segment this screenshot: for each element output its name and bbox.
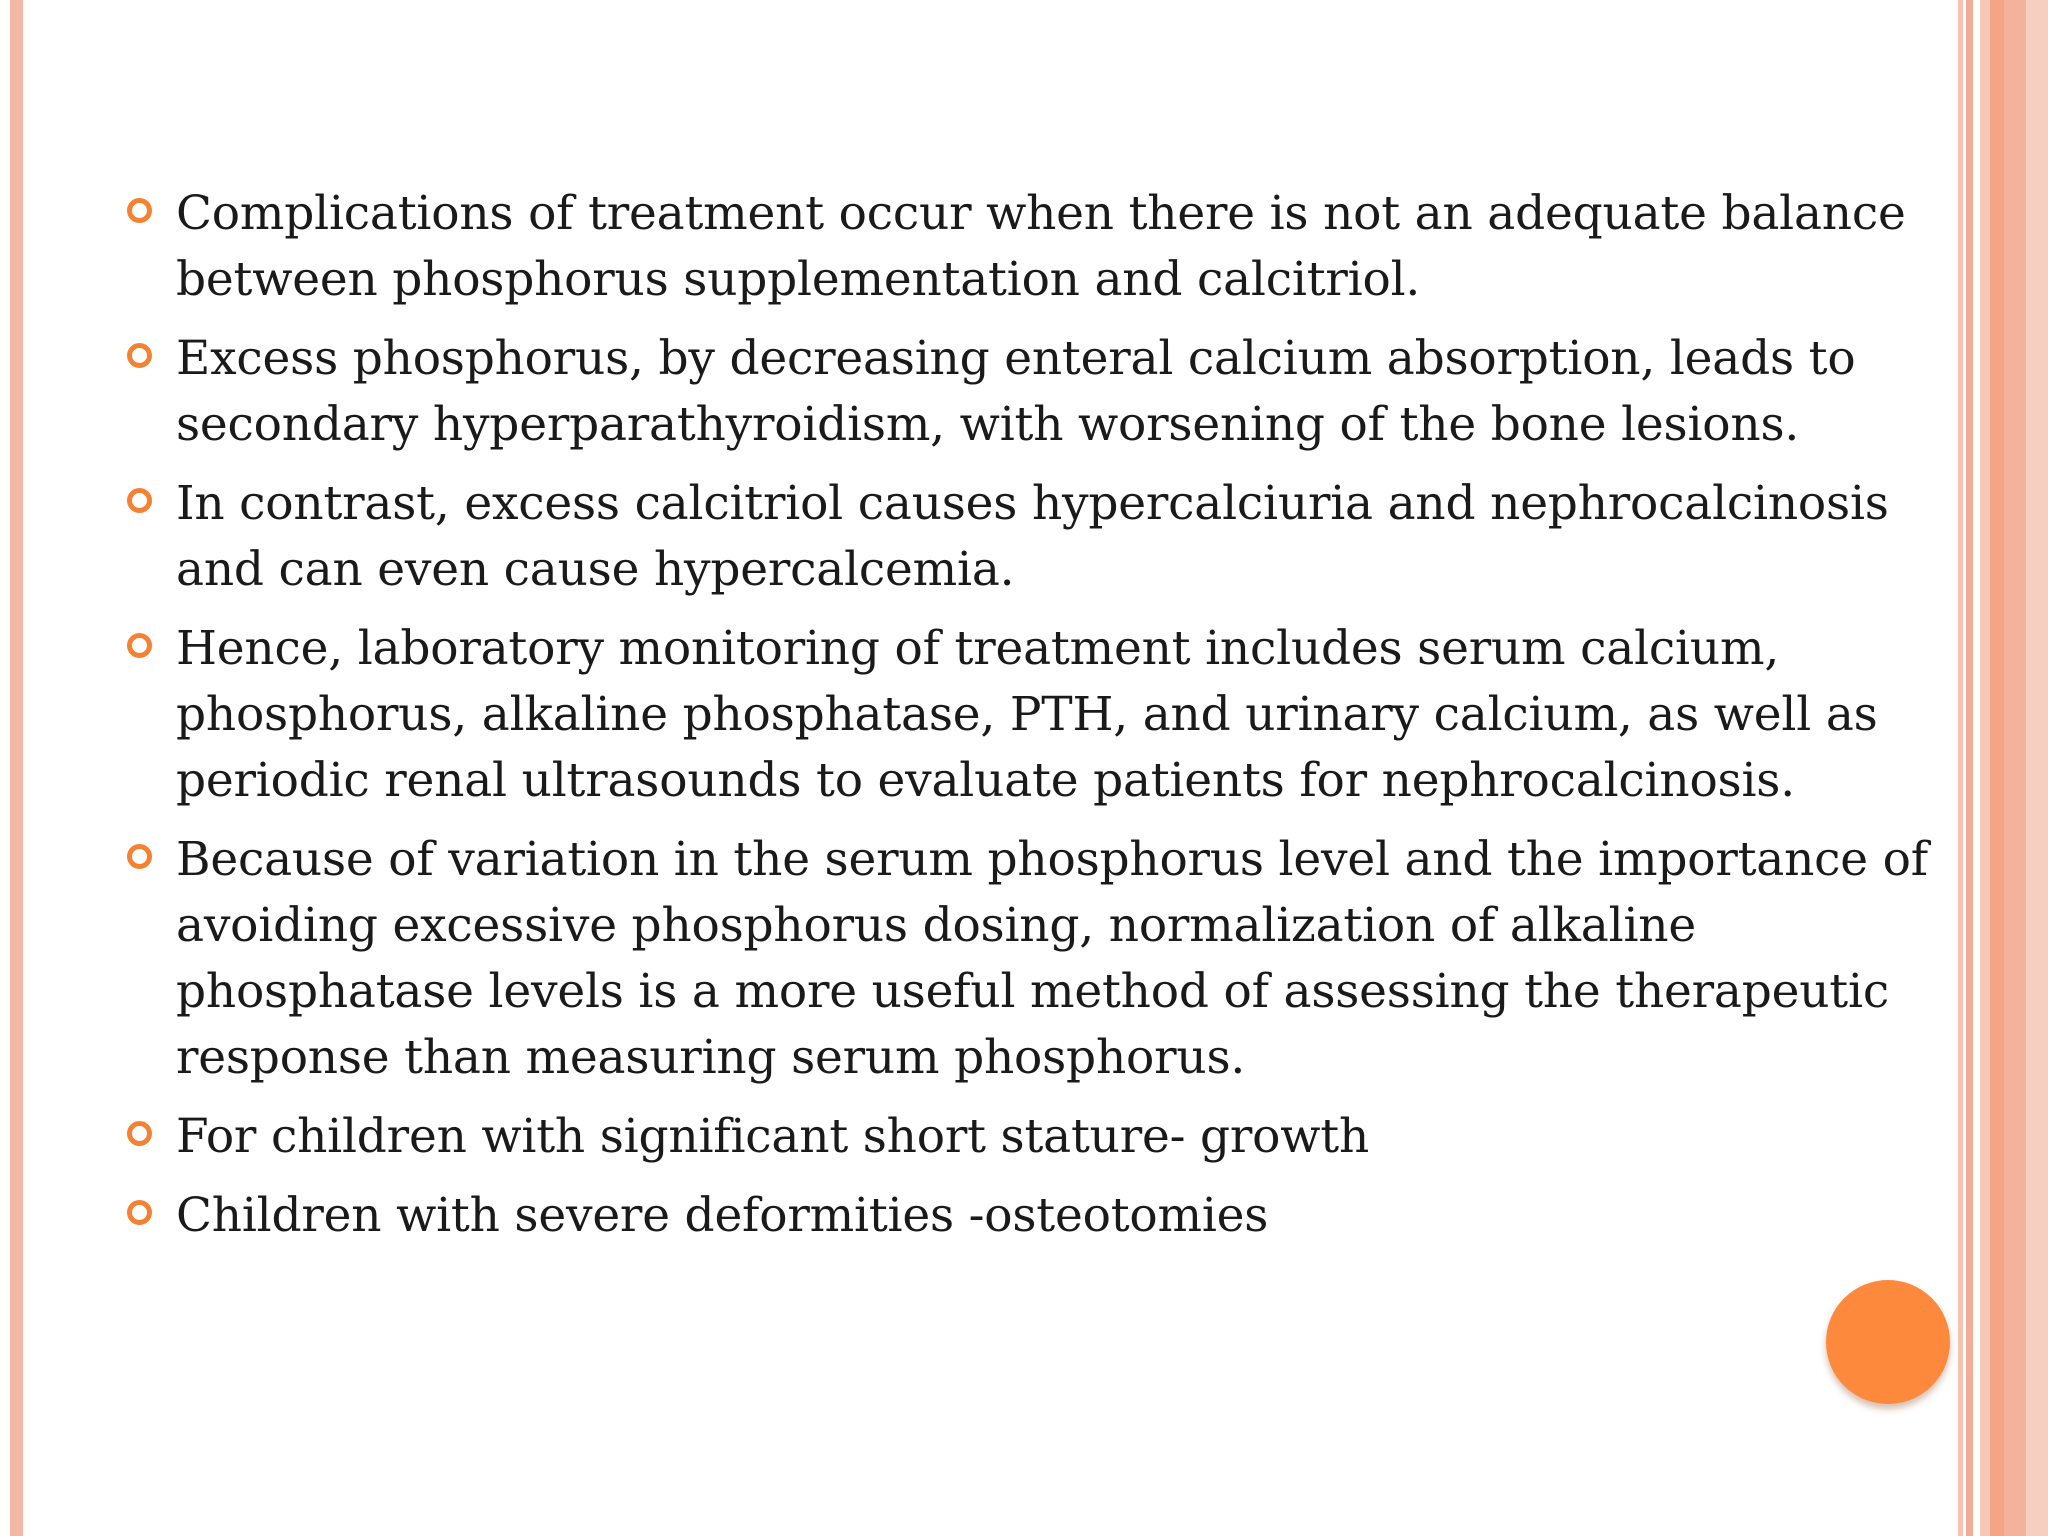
bullet-item-4 — [0, 616, 1950, 814]
bullet-text: Because of variation in the serum phosphorus level and the importance of avoiding excessive phosphorus dosing, normalization of alkaline phosphatase levels is a more useful method of assessing the therapeutic response than measuring serum phosphorus. — [176, 832, 1928, 1085]
bullet-item-5 — [0, 827, 1950, 1091]
bullet-item-7 — [0, 1183, 1950, 1249]
bullet-text: For children with significant short stature- growth — [176, 1109, 1370, 1164]
bullet-list — [0, 181, 1950, 1262]
right-frame-bar-5 — [2004, 0, 2026, 1536]
orange-circle-decoration — [1826, 1280, 1950, 1404]
bullet-text: Excess phosphorus, by decreasing enteral calcium absorption, leads to secondary hyperparathyroidism, with worsening of the bone lesions. — [176, 331, 1856, 452]
bullet-item-3 — [0, 471, 1950, 603]
right-frame-bar-1 — [1958, 0, 1963, 1536]
right-frame-bar-6 — [2026, 0, 2048, 1536]
bullet-item-2 — [0, 326, 1950, 458]
bullet-circle-icon — [127, 343, 152, 368]
bullet-circle-icon — [127, 844, 152, 869]
bullet-circle-icon — [127, 488, 152, 513]
bullet-item-6 — [0, 1104, 1950, 1170]
bullet-text: In contrast, excess calcitriol causes hypercalciuria and nephrocalcinosis and can even cause hypercalcemia. — [176, 476, 1889, 597]
bullet-circle-icon — [127, 1200, 152, 1225]
right-frame-bar-4 — [1990, 0, 2004, 1536]
bullet-text: Children with severe deformities -osteotomies — [176, 1188, 1269, 1243]
right-frame-bar-2 — [1966, 0, 1973, 1536]
right-frame-bar-3 — [1980, 0, 1990, 1536]
bullet-circle-icon — [127, 198, 152, 223]
bullet-circle-icon — [127, 1121, 152, 1146]
bullet-text: Complications of treatment occur when there is not an adequate balance between phosphorus supplementation and calcitriol. — [176, 186, 1906, 307]
bullet-item-1 — [0, 181, 1950, 313]
bullet-circle-icon — [127, 633, 152, 658]
bullet-text: Hence, laboratory monitoring of treatment includes serum calcium, phosphorus, alkaline phosphatase, PTH, and urinary calcium, as well as periodic renal ultrasounds to evaluate patients for nephrocalcinosis. — [176, 621, 1878, 808]
